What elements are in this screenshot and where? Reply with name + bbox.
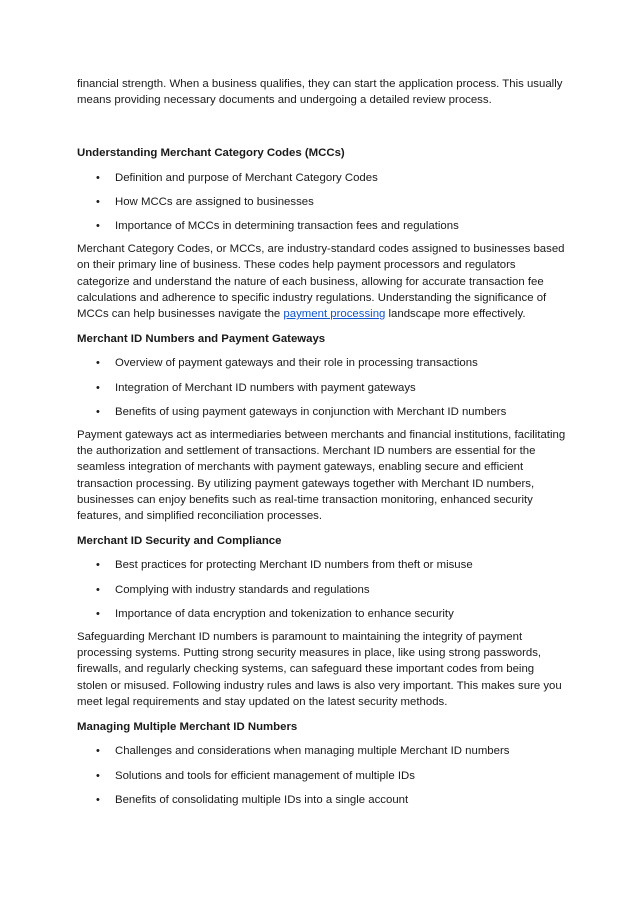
bullet-icon: • (96, 583, 100, 596)
list-item (77, 355, 567, 371)
section-paragraph: Safeguarding Merchant ID numbers is paramount to maintaining the integrity of payment processing systems. Putting strong security measures in place, like using strong passwords, firewalls, and regularly checking systems, can safeguard these important codes from being stolen or misused. Following industry rules and laws is also very important. This makes sure you meet legal requirements and stay updated on the latest security methods. (77, 631, 562, 708)
list-item (77, 743, 567, 759)
bullet-icon: • (96, 171, 100, 184)
section-payment-gateways (77, 331, 567, 524)
bullet-icon: • (96, 769, 100, 782)
list-item-text: Best practices for protecting Merchant ID numbers from theft or misuse (115, 559, 473, 572)
section-mccs (77, 145, 567, 322)
list-item (77, 218, 567, 234)
section-heading: Managing Multiple Merchant ID Numbers (77, 721, 298, 734)
list-item-text: Benefits of consolidating multiple IDs into a single account (115, 793, 409, 806)
list-item-text: Importance of MCCs in determining transaction fees and regulations (115, 220, 459, 233)
bullet-icon: • (96, 745, 100, 758)
bullet-icon: • (96, 220, 100, 233)
list-item-text: Solutions and tools for efficient management of multiple IDs (115, 769, 415, 782)
section-paragraph: Payment gateways act as intermediaries between merchants and financial institutions, facilitating the authorization and settlement of transactions. Merchant ID numbers are essential for the seamless integration of merchants with payment gateways, enabling secure and efficient transaction processing. By utilizing payment gateways together with Merchant ID numbers, businesses can enjoy benefits such as real-time transaction monitoring, enhanced security features, and simplified reconciliation processes. (77, 429, 566, 523)
list-item-text: Importance of data encryption and tokenization to enhance security (115, 607, 454, 620)
paragraph-text: Merchant Category Codes, or MCCs, are industry-standard codes assigned to businesses based on their primary line of business. These codes help payment processors and regulators categorize and understand the nature of each business, allowing for accurate transaction fee calculations and adherence to specific industry regulations. Understanding the significance of MCCs can help businesses navigate the (77, 243, 565, 321)
bullet-list (77, 170, 567, 235)
bullet-icon: • (96, 195, 100, 208)
list-item (77, 792, 567, 808)
bullet-icon: • (96, 405, 100, 418)
bullet-list (77, 743, 567, 808)
bullet-icon: • (96, 607, 100, 620)
section-security-compliance (77, 533, 567, 710)
list-item (77, 380, 567, 396)
bullet-list (77, 355, 567, 420)
list-item-text: Definition and purpose of Merchant Category Codes (115, 171, 378, 184)
list-item (77, 582, 567, 598)
list-item (77, 194, 567, 210)
bullet-icon: • (96, 357, 100, 370)
list-item-text: Overview of payment gateways and their role in processing transactions (115, 357, 478, 370)
section-heading: Understanding Merchant Category Codes (MCCs) (77, 147, 345, 160)
list-item-text: How MCCs are assigned to businesses (115, 195, 314, 208)
list-item-text: Benefits of using payment gateways in conjunction with Merchant ID numbers (115, 405, 507, 418)
list-item-text: Integration of Merchant ID numbers with payment gateways (115, 381, 416, 394)
list-item (77, 768, 567, 784)
bullet-icon: • (96, 381, 100, 394)
bullet-list (77, 557, 567, 622)
document-page (77, 76, 567, 808)
section-multiple-ids (77, 719, 567, 808)
section-paragraph (77, 241, 567, 322)
section-heading: Merchant ID Security and Compliance (77, 535, 282, 548)
intro-paragraph: financial strength. When a business qualifies, they can start the application process. This usually means providing necessary documents and undergoing a detailed review process. (77, 78, 563, 107)
list-item (77, 557, 567, 573)
paragraph-text: landscape more effectively. (385, 308, 526, 321)
payment-processing-link[interactable]: payment processing (283, 308, 386, 321)
list-item (77, 606, 567, 622)
list-item-text: Complying with industry standards and regulations (115, 583, 370, 596)
list-item-text: Challenges and considerations when managing multiple Merchant ID numbers (115, 745, 510, 758)
bullet-icon: • (96, 559, 100, 572)
list-item (77, 404, 567, 420)
section-heading: Merchant ID Numbers and Payment Gateways (77, 333, 326, 346)
list-item (77, 170, 567, 186)
bullet-icon: • (96, 793, 100, 806)
